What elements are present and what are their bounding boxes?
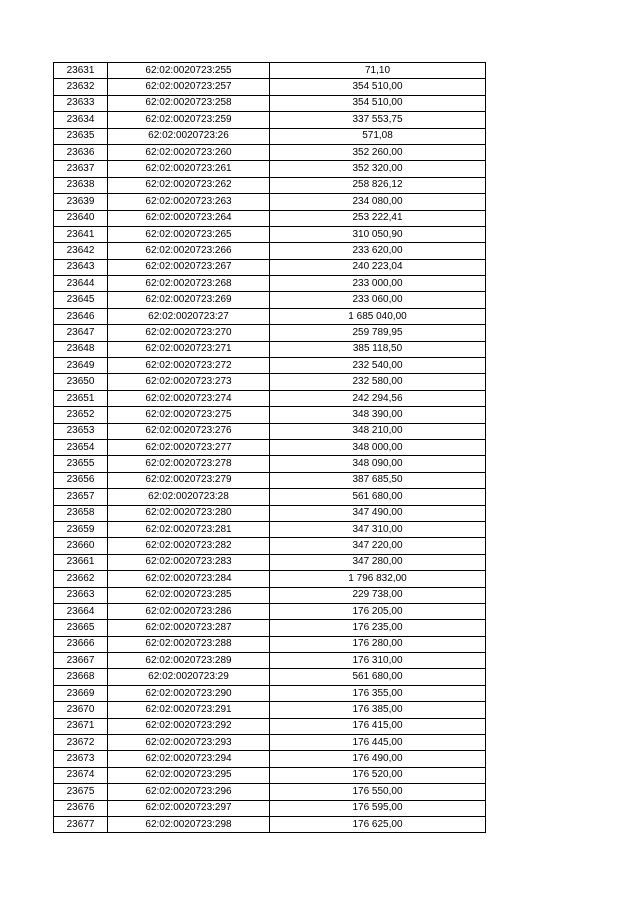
row-number-cell: 23654 [54,439,108,455]
row-number-cell: 23665 [54,620,108,636]
row-number-cell: 23643 [54,259,108,275]
cadastral-number-cell: 62:02:0020723:291 [108,702,270,718]
row-number-cell: 23641 [54,226,108,242]
cadastral-number-cell: 62:02:0020723:269 [108,292,270,308]
cadastral-number-cell: 62:02:0020723:292 [108,718,270,734]
cadastral-number-cell: 62:02:0020723:263 [108,194,270,210]
cadastral-number-cell: 62:02:0020723:28 [108,489,270,505]
table-row [54,685,486,701]
row-number-cell: 23667 [54,653,108,669]
cadastral-number-cell: 62:02:0020723:287 [108,620,270,636]
row-number-cell: 23655 [54,456,108,472]
cadastral-number-cell: 62:02:0020723:294 [108,751,270,767]
table-row [54,620,486,636]
cadastral-value-cell: 1 796 832,00 [270,571,486,587]
table-row [54,292,486,308]
cadastral-value-cell: 176 550,00 [270,784,486,800]
cadastral-number-cell: 62:02:0020723:266 [108,243,270,259]
cadastral-number-cell: 62:02:0020723:295 [108,767,270,783]
cadastral-number-cell: 62:02:0020723:286 [108,603,270,619]
cadastral-value-cell: 176 205,00 [270,603,486,619]
table-row [54,521,486,537]
row-number-cell: 23647 [54,325,108,341]
row-number-cell: 23656 [54,472,108,488]
row-number-cell: 23648 [54,341,108,357]
cadastral-number-cell: 62:02:0020723:298 [108,816,270,832]
cadastral-number-cell: 62:02:0020723:27 [108,308,270,324]
cadastral-value-cell: 347 280,00 [270,554,486,570]
row-number-cell: 23634 [54,112,108,128]
table-row [54,767,486,783]
table-row [54,259,486,275]
table-row [54,636,486,652]
cadastral-value-table [53,62,486,833]
table-row [54,751,486,767]
cadastral-value-cell: 352 320,00 [270,161,486,177]
table-row [54,538,486,554]
table-row [54,325,486,341]
cadastral-value-cell: 176 490,00 [270,751,486,767]
cadastral-value-cell: 176 280,00 [270,636,486,652]
table-row [54,194,486,210]
cadastral-number-cell: 62:02:0020723:277 [108,439,270,455]
row-number-cell: 23666 [54,636,108,652]
cadastral-number-cell: 62:02:0020723:283 [108,554,270,570]
table-row [54,276,486,292]
cadastral-value-cell: 1 685 040,00 [270,308,486,324]
row-number-cell: 23635 [54,128,108,144]
cadastral-value-cell: 348 390,00 [270,407,486,423]
table-row [54,63,486,79]
cadastral-value-cell: 347 490,00 [270,505,486,521]
cadastral-number-cell: 62:02:0020723:290 [108,685,270,701]
cadastral-number-cell: 62:02:0020723:274 [108,390,270,406]
cadastral-value-cell: 310 050,90 [270,226,486,242]
cadastral-number-cell: 62:02:0020723:278 [108,456,270,472]
cadastral-number-cell: 62:02:0020723:273 [108,374,270,390]
row-number-cell: 23664 [54,603,108,619]
table-row [54,226,486,242]
cadastral-value-cell: 176 310,00 [270,653,486,669]
cadastral-value-cell: 348 090,00 [270,456,486,472]
row-number-cell: 23642 [54,243,108,259]
row-number-cell: 23644 [54,276,108,292]
cadastral-value-cell: 71,10 [270,63,486,79]
cadastral-number-cell: 62:02:0020723:258 [108,95,270,111]
cadastral-value-cell: 253 222,41 [270,210,486,226]
cadastral-value-cell: 561 680,00 [270,669,486,685]
row-number-cell: 23659 [54,521,108,537]
row-number-cell: 23637 [54,161,108,177]
table-row [54,456,486,472]
cadastral-number-cell: 62:02:0020723:279 [108,472,270,488]
cadastral-number-cell: 62:02:0020723:268 [108,276,270,292]
table-row [54,308,486,324]
table-row [54,407,486,423]
table-row [54,390,486,406]
row-number-cell: 23631 [54,63,108,79]
cadastral-value-cell: 233 000,00 [270,276,486,292]
row-number-cell: 23673 [54,751,108,767]
cadastral-value-cell: 385 118,50 [270,341,486,357]
table-row [54,603,486,619]
table-row [54,128,486,144]
table-row [54,177,486,193]
cadastral-value-cell: 234 080,00 [270,194,486,210]
cadastral-number-cell: 62:02:0020723:260 [108,144,270,160]
row-number-cell: 23636 [54,144,108,160]
cadastral-value-cell: 348 000,00 [270,439,486,455]
cadastral-value-sheet [53,62,486,833]
cadastral-value-cell: 176 595,00 [270,800,486,816]
row-number-cell: 23672 [54,735,108,751]
table-row [54,718,486,734]
row-number-cell: 23668 [54,669,108,685]
cadastral-value-cell: 176 625,00 [270,816,486,832]
row-number-cell: 23663 [54,587,108,603]
table-row [54,669,486,685]
table-row [54,210,486,226]
row-number-cell: 23662 [54,571,108,587]
row-number-cell: 23650 [54,374,108,390]
row-number-cell: 23645 [54,292,108,308]
row-number-cell: 23661 [54,554,108,570]
table-row [54,243,486,259]
table-row [54,816,486,832]
cadastral-value-cell: 176 235,00 [270,620,486,636]
table-body [54,63,486,833]
table-row [54,735,486,751]
cadastral-value-cell: 232 580,00 [270,374,486,390]
cadastral-value-cell: 242 294,56 [270,390,486,406]
cadastral-number-cell: 62:02:0020723:271 [108,341,270,357]
table-row [54,95,486,111]
cadastral-value-cell: 352 260,00 [270,144,486,160]
cadastral-number-cell: 62:02:0020723:272 [108,358,270,374]
row-number-cell: 23675 [54,784,108,800]
cadastral-value-cell: 176 445,00 [270,735,486,751]
cadastral-value-cell: 258 826,12 [270,177,486,193]
cadastral-number-cell: 62:02:0020723:275 [108,407,270,423]
cadastral-value-cell: 347 310,00 [270,521,486,537]
cadastral-value-cell: 176 355,00 [270,685,486,701]
cadastral-number-cell: 62:02:0020723:284 [108,571,270,587]
row-number-cell: 23657 [54,489,108,505]
table-row [54,554,486,570]
table-row [54,374,486,390]
cadastral-value-cell: 176 385,00 [270,702,486,718]
cadastral-number-cell: 62:02:0020723:281 [108,521,270,537]
cadastral-value-cell: 233 060,00 [270,292,486,308]
row-number-cell: 23676 [54,800,108,816]
row-number-cell: 23674 [54,767,108,783]
cadastral-number-cell: 62:02:0020723:29 [108,669,270,685]
cadastral-number-cell: 62:02:0020723:276 [108,423,270,439]
table-row [54,505,486,521]
cadastral-value-cell: 176 415,00 [270,718,486,734]
cadastral-value-cell: 571,08 [270,128,486,144]
cadastral-value-cell: 176 520,00 [270,767,486,783]
row-number-cell: 23670 [54,702,108,718]
row-number-cell: 23669 [54,685,108,701]
table-row [54,800,486,816]
cadastral-value-cell: 232 540,00 [270,358,486,374]
table-row [54,784,486,800]
row-number-cell: 23653 [54,423,108,439]
cadastral-value-cell: 240 223,04 [270,259,486,275]
cadastral-value-cell: 337 553,75 [270,112,486,128]
cadastral-number-cell: 62:02:0020723:282 [108,538,270,554]
cadastral-number-cell: 62:02:0020723:285 [108,587,270,603]
row-number-cell: 23638 [54,177,108,193]
table-row [54,653,486,669]
cadastral-value-cell: 347 220,00 [270,538,486,554]
cadastral-value-cell: 354 510,00 [270,79,486,95]
cadastral-number-cell: 62:02:0020723:264 [108,210,270,226]
cadastral-number-cell: 62:02:0020723:297 [108,800,270,816]
cadastral-number-cell: 62:02:0020723:280 [108,505,270,521]
cadastral-number-cell: 62:02:0020723:26 [108,128,270,144]
cadastral-number-cell: 62:02:0020723:265 [108,226,270,242]
cadastral-number-cell: 62:02:0020723:261 [108,161,270,177]
cadastral-number-cell: 62:02:0020723:257 [108,79,270,95]
table-row [54,358,486,374]
row-number-cell: 23671 [54,718,108,734]
cadastral-number-cell: 62:02:0020723:296 [108,784,270,800]
cadastral-number-cell: 62:02:0020723:293 [108,735,270,751]
cadastral-number-cell: 62:02:0020723:262 [108,177,270,193]
cadastral-number-cell: 62:02:0020723:267 [108,259,270,275]
cadastral-value-cell: 354 510,00 [270,95,486,111]
cadastral-number-cell: 62:02:0020723:270 [108,325,270,341]
cadastral-value-cell: 259 789,95 [270,325,486,341]
cadastral-value-cell: 229 738,00 [270,587,486,603]
table-row [54,341,486,357]
table-row [54,112,486,128]
row-number-cell: 23646 [54,308,108,324]
row-number-cell: 23649 [54,358,108,374]
row-number-cell: 23633 [54,95,108,111]
row-number-cell: 23658 [54,505,108,521]
cadastral-number-cell: 62:02:0020723:289 [108,653,270,669]
row-number-cell: 23651 [54,390,108,406]
cadastral-value-cell: 233 620,00 [270,243,486,259]
row-number-cell: 23660 [54,538,108,554]
cadastral-value-cell: 348 210,00 [270,423,486,439]
table-row [54,79,486,95]
table-row [54,587,486,603]
row-number-cell: 23632 [54,79,108,95]
row-number-cell: 23640 [54,210,108,226]
table-row [54,423,486,439]
row-number-cell: 23652 [54,407,108,423]
table-row [54,439,486,455]
table-row [54,144,486,160]
table-row [54,161,486,177]
cadastral-number-cell: 62:02:0020723:259 [108,112,270,128]
cadastral-number-cell: 62:02:0020723:288 [108,636,270,652]
table-row [54,489,486,505]
row-number-cell: 23677 [54,816,108,832]
table-row [54,571,486,587]
table-row [54,702,486,718]
table-row [54,472,486,488]
cadastral-number-cell: 62:02:0020723:255 [108,63,270,79]
cadastral-value-cell: 561 680,00 [270,489,486,505]
row-number-cell: 23639 [54,194,108,210]
cadastral-value-cell: 387 685,50 [270,472,486,488]
